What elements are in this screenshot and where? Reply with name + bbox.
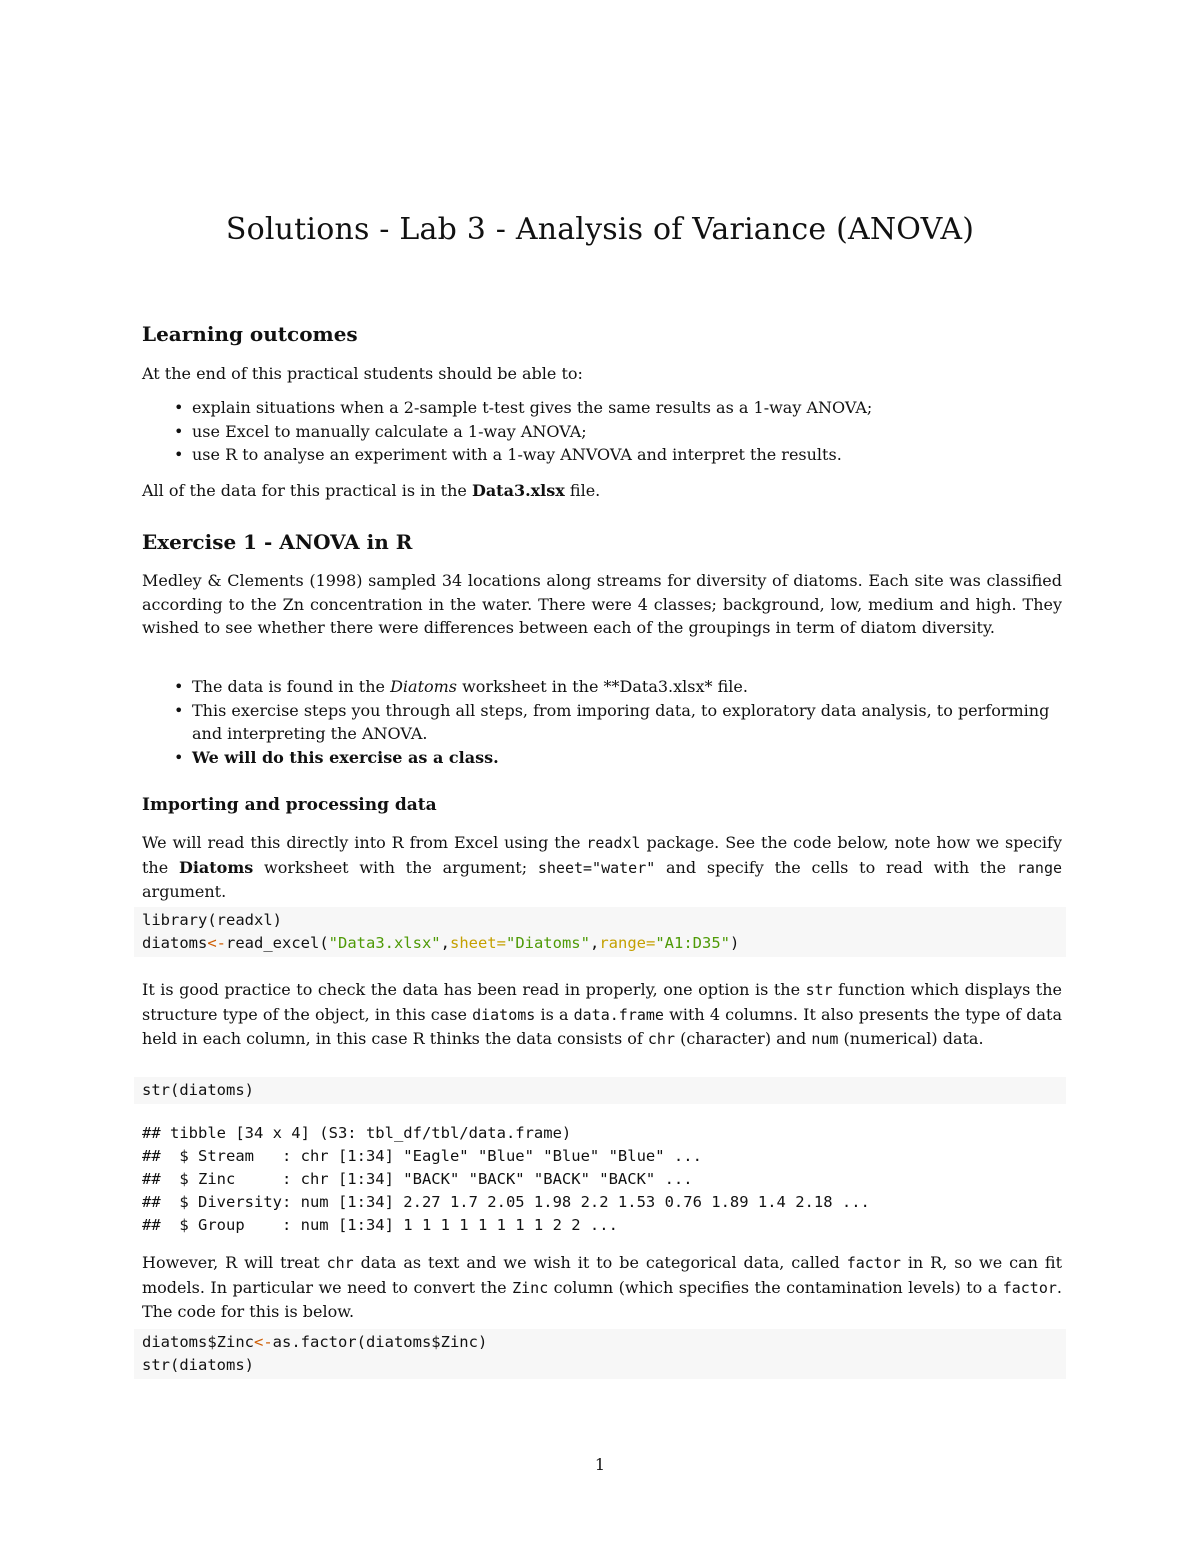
list-item: • use R to analyse an experiment with a 1-way ANVOVA and interpret the results. [142, 443, 1062, 467]
code-block-as-factor: diatoms$Zinc<-as.factor(diatoms$Zinc) str(diatoms) [134, 1329, 1066, 1379]
data-file-note: All of the data for this practical is in the Data3.xlsx file. [142, 481, 601, 500]
learning-outcomes-list [142, 396, 1062, 467]
learning-outcomes-heading: Learning outcomes [142, 322, 358, 346]
learning-intro: At the end of this practical students should be able to: [142, 364, 583, 383]
importing-heading: Importing and processing data [142, 795, 437, 815]
importing-paragraph-1: We will read this directly into R from Excel using the readxl package. See the code below, note how we specify the Diatoms worksheet with the argument; sheet="water" and specify the cells to read with the range argument. [142, 833, 1063, 901]
list-item: • The data is found in the Diatoms worksheet in the **Data3.xlsx* file. [142, 675, 1062, 699]
output-line: ## tibble [34 x 4] (S3: tbl_df/tbl/data.frame) [142, 1124, 572, 1142]
output-line: ## $ Stream : chr [1:34] "Eagle" "Blue" "Blue" "Blue" ... [142, 1147, 702, 1165]
list-item: • This exercise steps you through all steps, from imporing data, to exploratory data analysis, to performing and interpreting the ANOVA. [142, 699, 1062, 746]
exercise1-heading: Exercise 1 - ANOVA in R [142, 530, 413, 554]
code-block-str: str(diatoms) [134, 1077, 1066, 1104]
output-line: ## $ Diversity: num [1:34] 2.27 1.7 2.05 1.98 2.2 1.53 0.76 1.89 1.4 2.18 ... [142, 1193, 870, 1211]
exercise1-description: Medley & Clements (1998) sampled 34 locations along streams for diversity of diatoms. Each site was classified according to the Zn concentration in the water. There were 4 classes; background, low, medium and high. They wished to see whether there were differences between each of the groupings in term of diatom diversity. [142, 571, 1062, 637]
exercise1-list [142, 675, 1062, 769]
list-item: • use Excel to manually calculate a 1-way ANOVA; [142, 420, 1062, 444]
data-file-name: Data3.xlsx [471, 481, 565, 500]
page-number: 1 [594, 1455, 606, 1474]
list-item: • explain situations when a 2-sample t-test gives the same results as a 1-way ANOVA; [142, 396, 1062, 420]
output-line: ## $ Zinc : chr [1:34] "BACK" "BACK" "BACK" "BACK" ... [142, 1170, 693, 1188]
output-line: ## $ Group : num [1:34] 1 1 1 1 1 1 1 1 2 2 ... [142, 1216, 618, 1234]
importing-paragraph-3: However, R will treat chr data as text and we wish it to be categorical data, called factor in R, so we can fit models. In particular we need to convert the Zinc column (which specifies the contamination levels) to a factor. The code for this is below. [142, 1253, 1063, 1321]
importing-paragraph-2: It is good practice to check the data has been read in properly, one option is the str function which displays the structure type of the object, in this case diatoms is a data.frame with 4 columns. It also presents the type of data held in each column, in this case R thinks the data consists of chr (character) and num (numerical) data. [142, 980, 1063, 1048]
document-title: Solutions - Lab 3 - Analysis of Variance (ANOVA) [225, 212, 975, 247]
code-output [142, 1122, 1062, 1237]
list-item: • We will do this exercise as a class. [142, 746, 1062, 770]
code-block-read-excel: library(readxl) diatoms<-read_excel("Data3.xlsx",sheet="Diatoms",range="A1:D35") [134, 907, 1066, 957]
